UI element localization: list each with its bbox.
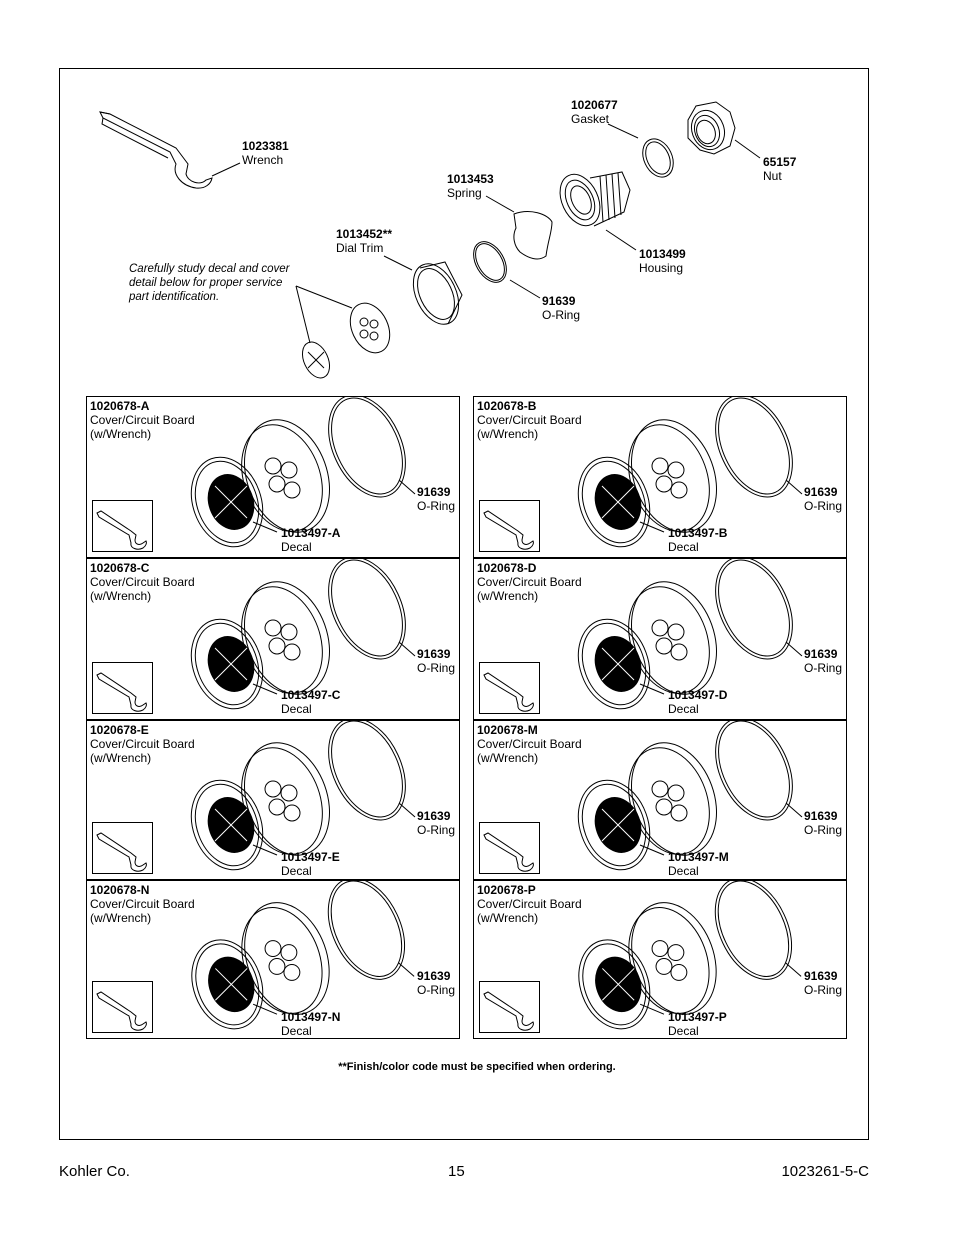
panel-oring-name: O-Ring: [804, 499, 843, 513]
panel-desc-sub: (w/Wrench): [90, 427, 152, 441]
panel-decal-part: 1013497-P: [668, 1010, 727, 1024]
wrench-icon: [480, 982, 539, 1032]
panel-code: 1020678-N: [90, 883, 150, 897]
wrench-icon: [480, 501, 539, 551]
footer-page-number: 15: [448, 1163, 465, 1180]
panel-oring-name: O-Ring: [417, 983, 456, 997]
wrench-inset-box: [479, 981, 540, 1033]
panel-oring-label: [417, 485, 455, 513]
footer-doc-number: 1023261-5-C: [781, 1163, 869, 1180]
cover-panel: [86, 720, 460, 880]
panel-oring-part: 91639: [804, 647, 838, 661]
panel-oring-label: [804, 969, 842, 997]
panel-desc: Cover/Circuit Board: [477, 897, 582, 911]
panel-decal-drawing: [179, 447, 274, 557]
gasket-label: 1020677 Gasket: [571, 98, 618, 126]
panel-decal-part: 1013497-M: [668, 850, 729, 864]
wrench-inset-box: [92, 822, 153, 874]
panel-oring-part: 91639: [804, 809, 838, 823]
panel-decal-label: [668, 526, 727, 554]
panel-oring-name: O-Ring: [804, 983, 843, 997]
panel-desc: Cover/Circuit Board: [90, 737, 195, 751]
oring-label: 91639 O-Ring: [542, 294, 581, 322]
cover-panel: [86, 396, 460, 558]
wrench-label: 1023381 Wrench: [242, 139, 289, 167]
panel-code: 1020678-M: [477, 723, 538, 737]
dial-trim-label: 1013452** Dial Trim: [336, 227, 393, 255]
panel-decal-drawing: [566, 609, 661, 719]
panel-decal-name: Decal: [281, 1024, 312, 1038]
panel-oring-name: O-Ring: [417, 823, 456, 837]
panel-code: 1020678-E: [90, 723, 149, 737]
nut-drawing: [686, 102, 735, 154]
panel-desc: Cover/Circuit Board: [477, 575, 582, 589]
panel-decal-part: 1013497-B: [668, 526, 728, 540]
panel-oring-label: [417, 647, 455, 675]
panel-decal-label: [281, 850, 340, 878]
wrench-icon: [93, 663, 152, 713]
wrench-icon: [480, 823, 539, 873]
panel-code: 1020678-B: [477, 399, 537, 413]
panel-decal-part: 1013497-D: [668, 688, 728, 702]
panel-desc-sub: (w/Wrench): [477, 911, 539, 925]
wrench-inset-box: [479, 822, 540, 874]
panel-oring-name: O-Ring: [417, 499, 456, 513]
cover-panel: [86, 880, 460, 1039]
panel-decal-drawing: [179, 609, 274, 719]
panel-oring-part: 91639: [804, 969, 838, 983]
panel-decal-drawing: [567, 930, 662, 1039]
gasket-drawing: [637, 134, 679, 182]
panel-code: 1020678-P: [477, 883, 536, 897]
panel-decal-drawing: [179, 770, 274, 880]
panel-desc: Cover/Circuit Board: [90, 897, 195, 911]
panel-code: 1020678-C: [90, 561, 150, 575]
panel-decal-label: [281, 1010, 340, 1038]
panel-decal-drawing: [566, 447, 661, 557]
cover-panel: [473, 396, 847, 558]
cover-drawing: [343, 297, 398, 359]
panel-oring-name: O-Ring: [804, 823, 843, 837]
panel-desc: Cover/Circuit Board: [477, 413, 582, 427]
decal-drawing: [297, 338, 335, 383]
service-note: Carefully study decal and cover detail below for proper service part identification.: [129, 263, 290, 303]
panel-oring-part: 91639: [417, 809, 451, 823]
dial-trim-drawing: [404, 257, 467, 332]
wrench-icon: [480, 663, 539, 713]
wrench-inset-box: [92, 662, 153, 714]
panel-oring-name: O-Ring: [417, 661, 456, 675]
panel-oring-part: 91639: [417, 969, 451, 983]
panel-desc-sub: (w/Wrench): [477, 427, 539, 441]
panel-decal-drawing: [180, 930, 275, 1039]
wrench-drawing: [100, 112, 212, 188]
wrench-icon: [93, 823, 152, 873]
housing-drawing: [552, 168, 630, 232]
wrench-inset-box: [92, 500, 153, 552]
panel-decal-name: Decal: [668, 702, 699, 716]
panel-decal-part: 1013497-N: [281, 1010, 341, 1024]
panel-oring-label: [417, 969, 455, 997]
panel-desc: Cover/Circuit Board: [90, 575, 195, 589]
panel-decal-label: [281, 688, 340, 716]
wrench-inset-box: [479, 662, 540, 714]
panel-desc: Cover/Circuit Board: [90, 413, 195, 427]
panel-decal-name: Decal: [668, 864, 699, 878]
spring-drawing: [514, 212, 552, 259]
panel-decal-name: Decal: [281, 702, 312, 716]
panel-decal-label: [668, 850, 729, 878]
panel-oring-label: [804, 809, 842, 837]
panel-decal-name: Decal: [281, 540, 312, 554]
panel-decal-part: 1013497-A: [281, 526, 341, 540]
panel-code: 1020678-A: [90, 399, 150, 413]
cover-panel: [473, 880, 847, 1039]
panel-oring-label: [417, 809, 455, 837]
wrench-inset-box: [479, 500, 540, 552]
cover-panel: [86, 558, 460, 720]
panel-desc-sub: (w/Wrench): [477, 751, 539, 765]
exploded-view-diagram: [0, 0, 954, 400]
panel-oring-name: O-Ring: [804, 661, 843, 675]
panel-desc-sub: (w/Wrench): [90, 751, 152, 765]
panel-oring-part: 91639: [804, 485, 838, 499]
panel-decal-label: [668, 1010, 727, 1038]
footer-company: Kohler Co.: [59, 1163, 130, 1180]
panel-decal-name: Decal: [668, 540, 699, 554]
cover-panel: [473, 720, 847, 880]
panel-decal-name: Decal: [281, 864, 312, 878]
panel-decal-label: [281, 526, 340, 554]
panel-desc: Cover/Circuit Board: [477, 737, 582, 751]
panel-oring-part: 91639: [417, 647, 451, 661]
panel-desc-sub: (w/Wrench): [477, 589, 539, 603]
panel-decal-drawing: [566, 770, 661, 880]
wrench-icon: [93, 501, 152, 551]
panel-oring-part: 91639: [417, 485, 451, 499]
panel-decal-label: [668, 688, 727, 716]
oring-drawing: [467, 236, 513, 288]
panel-decal-name: Decal: [668, 1024, 699, 1038]
footnote: **Finish/color code must be specified when ordering.: [338, 1061, 616, 1073]
panel-oring-label: [804, 647, 842, 675]
panel-desc-sub: (w/Wrench): [90, 589, 152, 603]
panel-oring-label: [804, 485, 842, 513]
housing-label: 1013499 Housing: [639, 247, 686, 275]
panel-desc-sub: (w/Wrench): [90, 911, 152, 925]
panel-code: 1020678-D: [477, 561, 537, 575]
spring-label: 1013453 Spring: [447, 172, 494, 200]
panel-decal-part: 1013497-C: [281, 688, 341, 702]
cover-panel: [473, 558, 847, 720]
wrench-inset-box: [92, 981, 153, 1033]
wrench-icon: [93, 982, 152, 1032]
nut-label: 65157 Nut: [763, 155, 797, 183]
panel-decal-part: 1013497-E: [281, 850, 340, 864]
